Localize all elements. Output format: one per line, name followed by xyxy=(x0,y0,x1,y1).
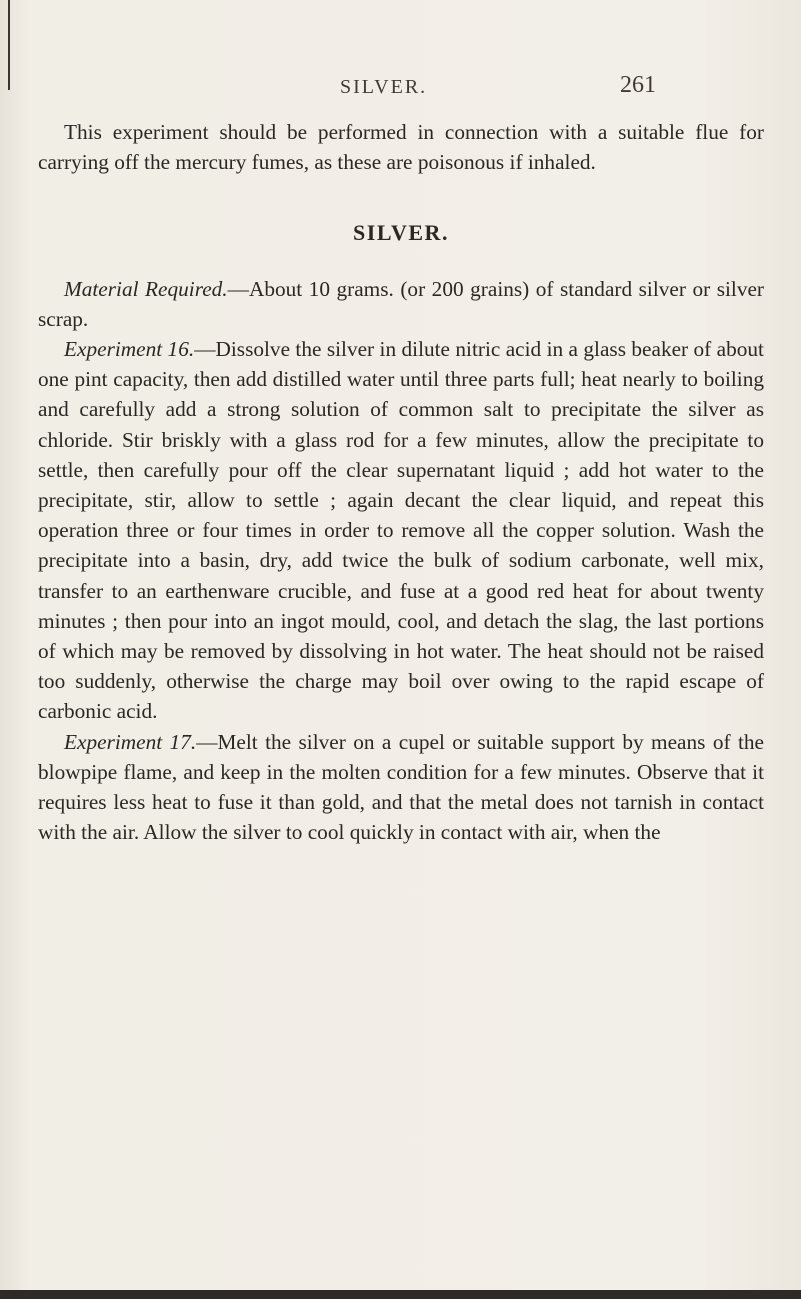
material-label: Material Required. xyxy=(64,276,228,301)
body-text xyxy=(38,117,764,847)
experiment-16-paragraph xyxy=(38,334,764,727)
experiment-17-text: —Melt the silver on a cupel or suitable support by means of the blowpipe flame, and keep in the molten condition for a few minutes. Observe that it requires less heat to fuse it than gold, and that the metal does not tarnish in contact with the air. Allow the silver to cool quickly in contact with air, when the xyxy=(38,729,764,845)
page-number: 261 xyxy=(620,72,656,98)
material-paragraph xyxy=(38,274,764,334)
bottom-edge-band xyxy=(0,1290,801,1299)
binding-edge-line xyxy=(8,0,10,90)
experiment-17-paragraph xyxy=(38,727,764,848)
experiment-17-label: Experiment 17. xyxy=(64,729,197,754)
section-heading: SILVER. xyxy=(353,220,449,246)
intro-paragraph: This experiment should be performed in connection with a suitable flue for carrying off the mercury fumes, as these are poisonous if inhaled. xyxy=(38,120,764,175)
experiment-16-label: Experiment 16. xyxy=(64,337,195,362)
experiment-16-text: —Dissolve the silver in dilute nitric acid in a glass beaker of about one pint capacity, then add distilled water until three parts full; heat nearly to boiling and carefully add a strong solution of common salt to precipitate the silver as chloride. Stir briskly with a glass rod for a few minutes, allow the precipitate to settle, then carefully pour off the clear supernatant liquid ; add hot water to the precipitate, stir, allow to settle ; again decant the clear liquid, and repeat this operation three or four times in order to remove all the copper solution. Wash the precipitate into a basin, dry, add twice the bulk of sodium carbonate, well mix, transfer to an earthenware crucible, and fuse at a good red heat for about twenty minutes ; then pour into an ingot mould, cool, and detach the slag, the last portions of which may be removed by dissolving in hot water. The heat should not be raised too suddenly, otherwise the charge may boil over owing to the rapid escape of carbonic acid. xyxy=(38,337,764,724)
running-title: SILVER. xyxy=(340,76,428,98)
material-text: —About 10 grams. (or 200 grains) of standard silver or silver scrap. xyxy=(38,276,765,331)
